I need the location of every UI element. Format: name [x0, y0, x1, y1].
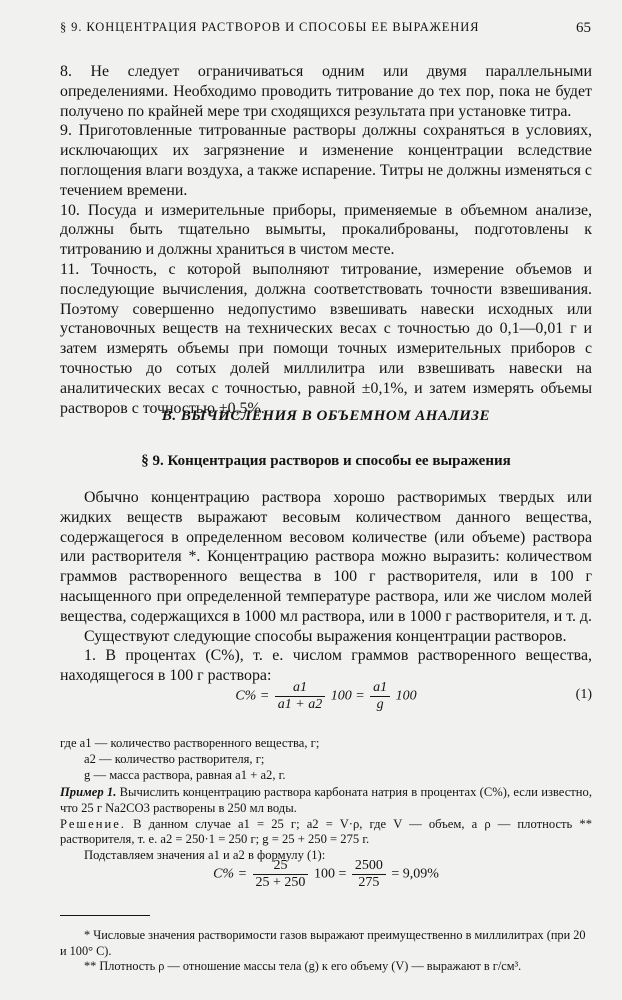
formula-2-fraction-a: $\frac{25}{25 + 250}$	[253, 858, 309, 891]
solution-label: Решение.	[60, 816, 126, 831]
where-list	[60, 736, 592, 783]
rule-10: 10. Посуда и измерительные приборы, применяемые в объемном анализе, должны быть тщательно вымыты, прокалиброваны, подготовлены к титрованию и должны храниться в чистом месте.	[60, 201, 592, 259]
formula-1-fraction-a: $\frac{a1}{a1 + a2}$	[275, 680, 325, 713]
formula-1-fraction-b: $\frac{a1}{g}$	[370, 680, 390, 713]
where-line-1: где a1 — количество растворенного вещества, г;	[60, 736, 320, 750]
footnote-2: ** Плотность ρ — отношение массы тела (g) к его объему (V) — выражают в г/см³.	[84, 959, 522, 973]
where-line-3: g — масса раствора, равная a1 + a2, г.	[84, 767, 286, 782]
rule-11: 11. Точность, с которой выполняют титрование, измерение объемов и последующие вычисления, должна соответствовать точности взвешивания. Поэтому совершенно недопустимо взвешивать навески исходных или установочных веществ на технических весах с точностью до 0,1—0,01 г и затем измерять объемы при помощи точных измерительных приборов с точностью до сотых долей миллилитра или взвешивать навески на аналитических весах с точностью, равной ±0,1%, и затем измерять объемы растворов с точностью ±0,5%.	[60, 260, 592, 417]
example-1	[60, 785, 592, 864]
section-body	[60, 488, 592, 686]
body-paragraph-3: 1. В процентах (C%), т. е. числом граммов растворенного вещества, находящегося в 100 г раствора:	[60, 647, 592, 685]
body-paragraph-2: Существуют следующие способы выражения концентрации растворов.	[84, 627, 567, 645]
formula-2: C% = $\frac{25}{25 + 250}$ 100 = $\frac{2500}{275}$ = 9,09%	[213, 858, 439, 890]
substitute-line: Подставляем значения a1 и a2 в формулу (1):	[84, 848, 326, 863]
example-text: Вычислить концентрацию раствора карбоната натрия в процентах (C%), если известно, что 25 г Na2CO3 растворены в 250 мл воды.	[60, 785, 592, 815]
body-paragraph-1: Обычно концентрацию раствора хорошо растворимых твердых или жидких веществ выражают весовым количеством данного вещества, содержащегося в определенном весовом количестве (или объеме) раствора или растворителя *. Концентрацию раствора можно выразить: количеством граммов растворенного вещества в 100 г растворителя, или в 100 г насыщенного при определенной температуре раствора, или же числом молей вещества, содержащихся в 1000 мл раствора, или в 1000 г растворителя, и т. д.	[60, 489, 592, 625]
rule-8: 8. Не следует ограничиваться одним или двумя параллельными определениями. Необходимо проводить титрование до тех пор, пока не будет получено по крайней мере три сходящихся результата при установке титра.	[60, 63, 592, 120]
rule-9: 9. Приготовленные титрованные растворы должны сохраняться в условиях, исключающих их загрязнение и изменение концентрации вследствие поглощения влаги воздуха, а также испарение. Титры не должны изменяться с течением времени.	[60, 122, 592, 199]
rules-list	[60, 62, 592, 418]
solution-text: В данном случае a1 = 25 г; a2 = V·ρ, где V — объем, а ρ — плотность ** растворителя, т. е. a2 = 250·1 = 250 г; g = 25 + 250 = 275 г.	[60, 816, 592, 847]
example-title: Пример 1.	[60, 785, 117, 799]
formula-1: C% = $\frac{a1}{a1 + a2}$ 100 = $\frac{a1}{g}$ 100 (1)	[235, 680, 592, 712]
footnote-1: * Числовые значения растворимости газов выражают преимущественно в миллилитрах (при 20 и 100° С).	[60, 928, 586, 958]
where-line-2: a2 — количество растворителя, г;	[84, 751, 265, 766]
running-header: § 9. КОНЦЕНТРАЦИЯ РАСТВОРОВ И СПОСОБЫ ЕЕ ВЫРАЖЕНИЯ	[60, 20, 480, 34]
section-heading-b: В. ВЫЧИСЛЕНИЯ В ОБЪЕМНОМ АНАЛИЗЕ	[161, 408, 491, 424]
footnote-divider	[60, 915, 150, 916]
formula-2-fraction-b: $\frac{2500}{275}$	[352, 858, 386, 891]
section-heading-9: § 9. Концентрация растворов и способы ее выражения	[141, 453, 511, 469]
footnotes	[60, 928, 592, 975]
page-number: 65	[576, 20, 591, 36]
formula-1-number: (1)	[575, 687, 592, 702]
